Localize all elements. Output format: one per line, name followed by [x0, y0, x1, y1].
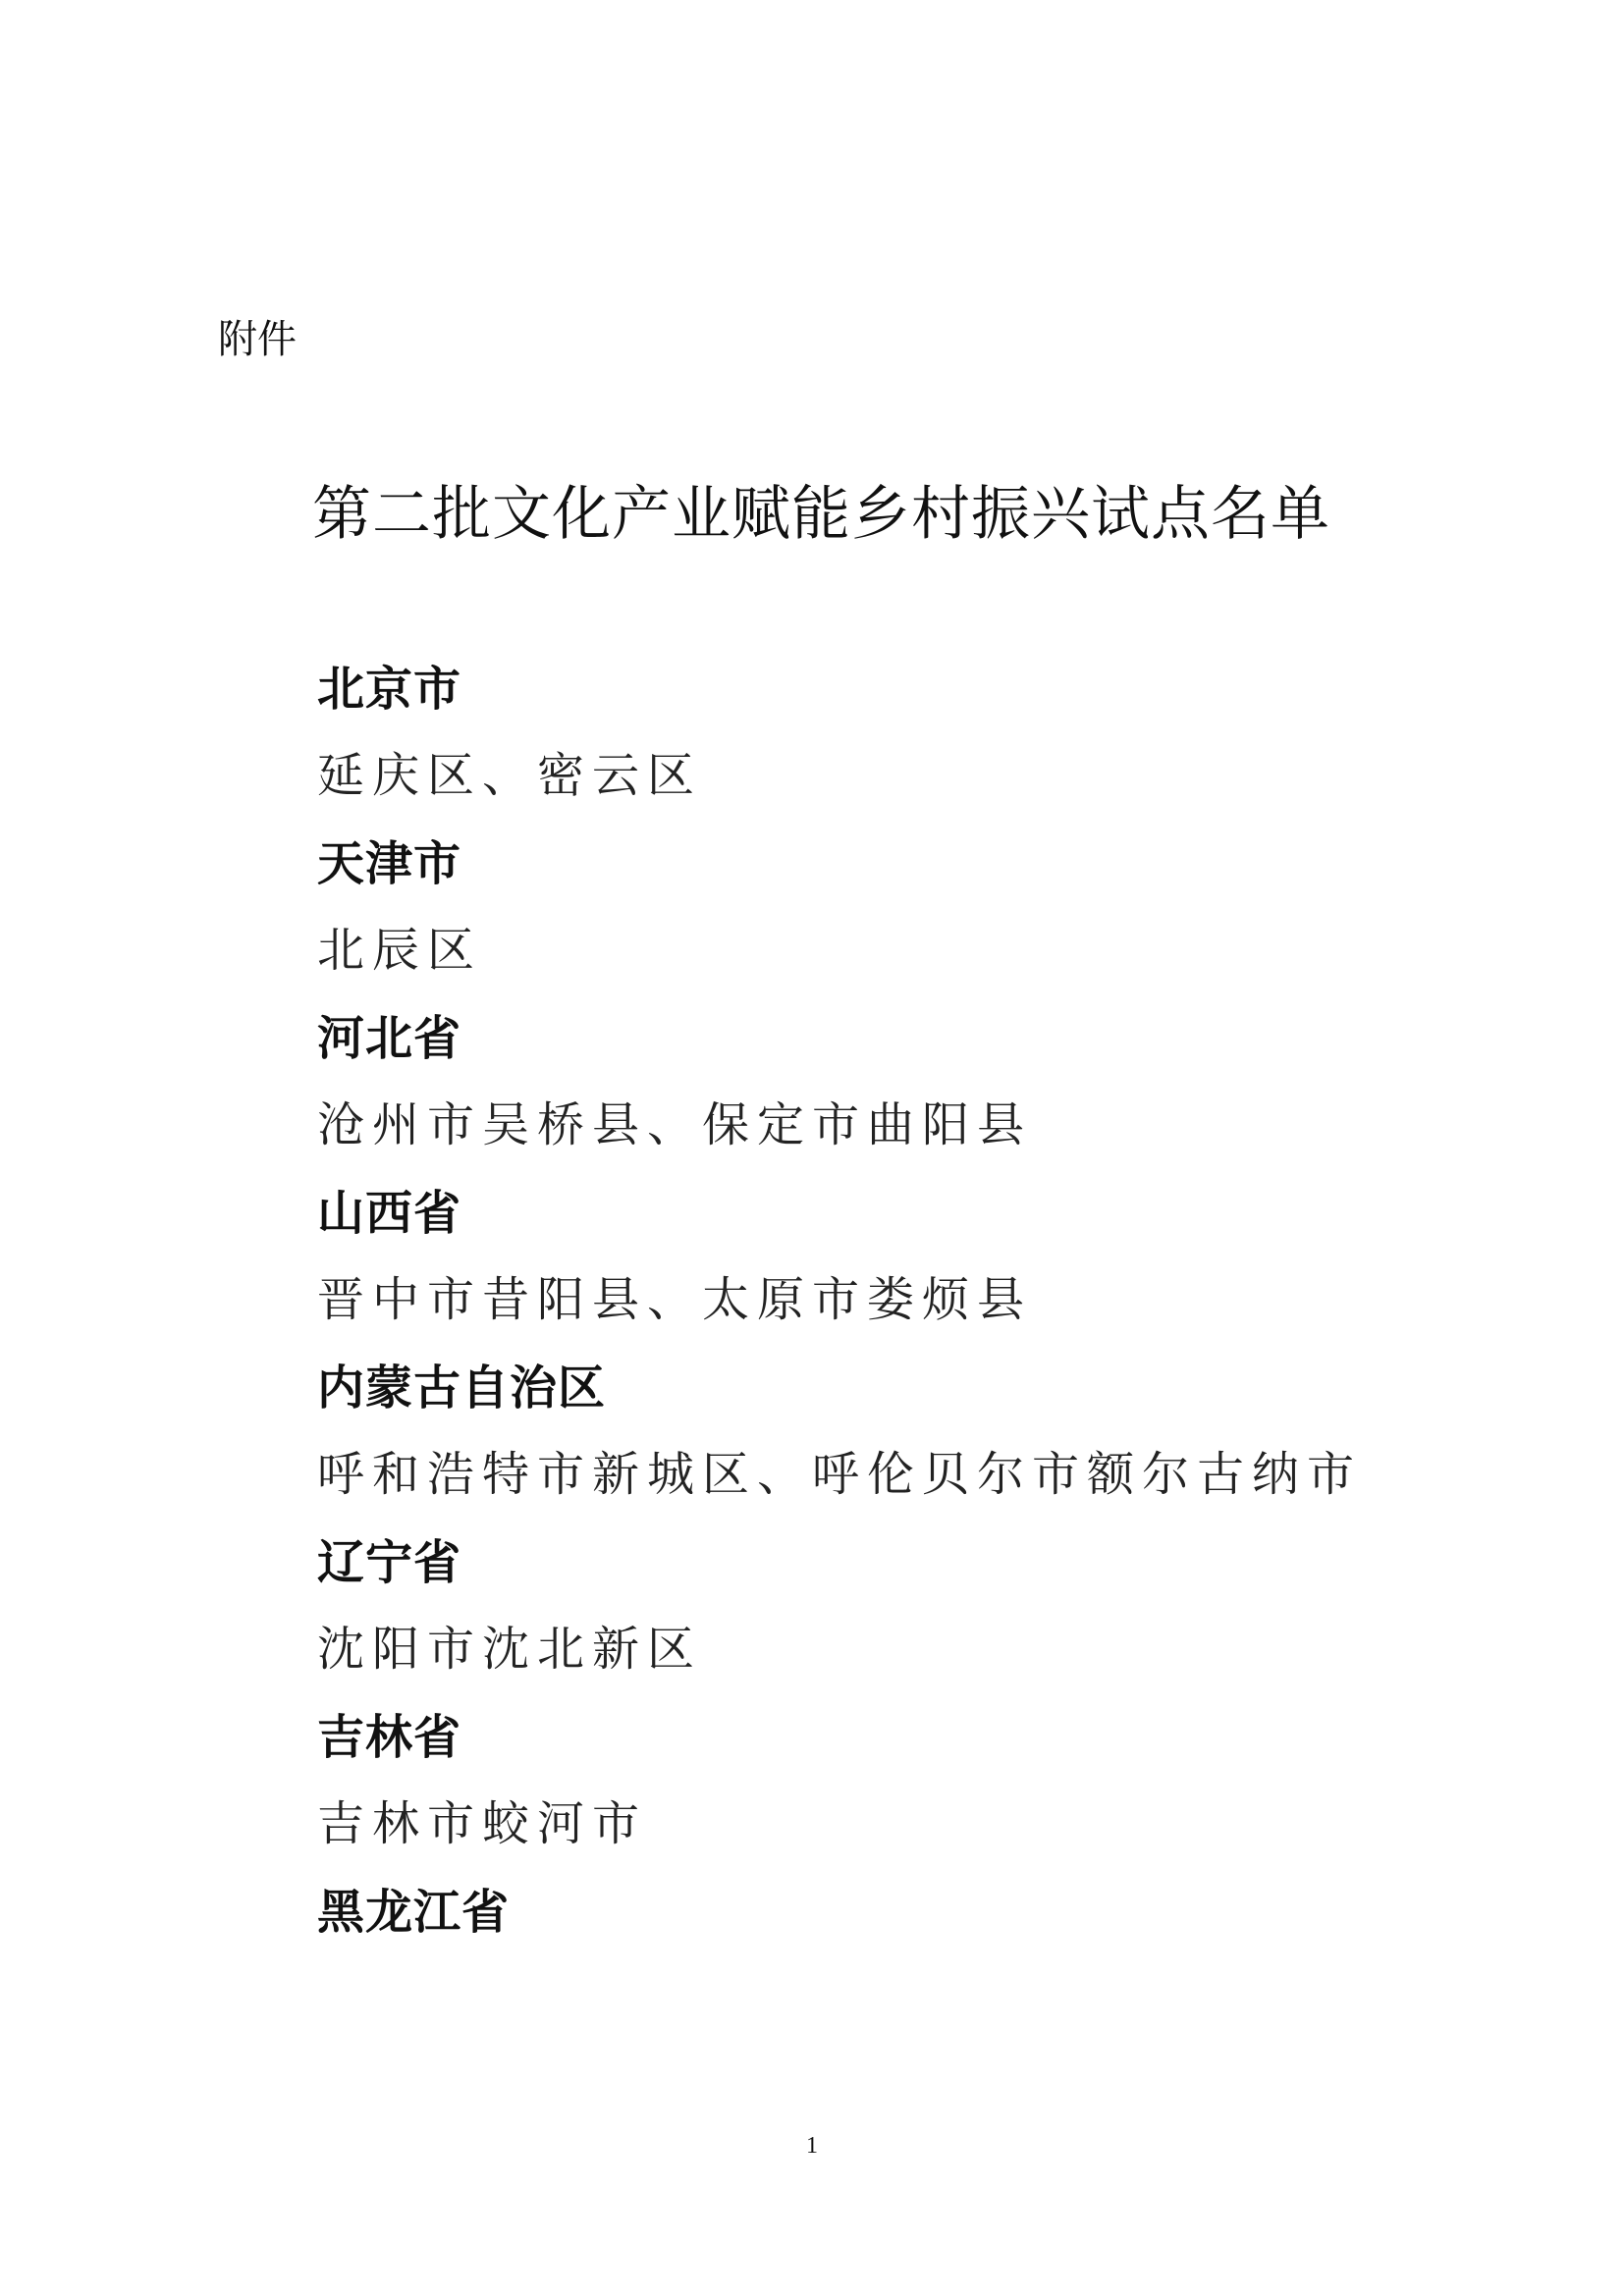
list-entry-liaoning: [317, 1531, 1362, 1706]
pilot-places: 晋中市昔阳县、太原市娄烦县: [317, 1272, 1033, 1327]
province-heading: 黑龙江省: [317, 1885, 511, 1940]
list-entry-heilongjiang: [317, 1881, 1362, 1967]
list-entry-tianjin: [317, 832, 1362, 1007]
pilot-places: 呼和浩特市新城区、呼伦贝尔市额尔古纳市: [317, 1447, 1363, 1502]
pilot-places: 沈阳市沈北新区: [317, 1622, 703, 1677]
province-heading: 辽宁省: [317, 1535, 462, 1590]
document-title: 第二批文化产业赋能乡村振兴试点名单: [312, 480, 1330, 549]
province-heading: 山西省: [317, 1186, 462, 1241]
page-number: 1: [806, 2133, 818, 2159]
list-entry-hebei: [317, 1007, 1362, 1182]
list-entry-beijing: [317, 658, 1362, 832]
pilot-list: [317, 658, 1362, 1967]
pilot-places: 延庆区、密云区: [317, 748, 703, 803]
province-heading: 河北省: [317, 1011, 462, 1066]
province-heading: 天津市: [317, 836, 462, 891]
list-entry-inner-mongolia: [317, 1357, 1362, 1531]
pilot-places: 吉林市蛟河市: [317, 1796, 648, 1851]
province-heading: 北京市: [317, 662, 462, 717]
attachment-label: 附件: [218, 317, 297, 362]
list-entry-shanxi: [317, 1182, 1362, 1357]
pilot-places: 沧州市吴桥县、保定市曲阳县: [317, 1097, 1033, 1152]
pilot-places: 北辰区: [317, 923, 483, 978]
province-heading: 吉林省: [317, 1710, 462, 1765]
province-heading: 内蒙古自治区: [317, 1361, 607, 1415]
list-entry-jilin: [317, 1706, 1362, 1881]
